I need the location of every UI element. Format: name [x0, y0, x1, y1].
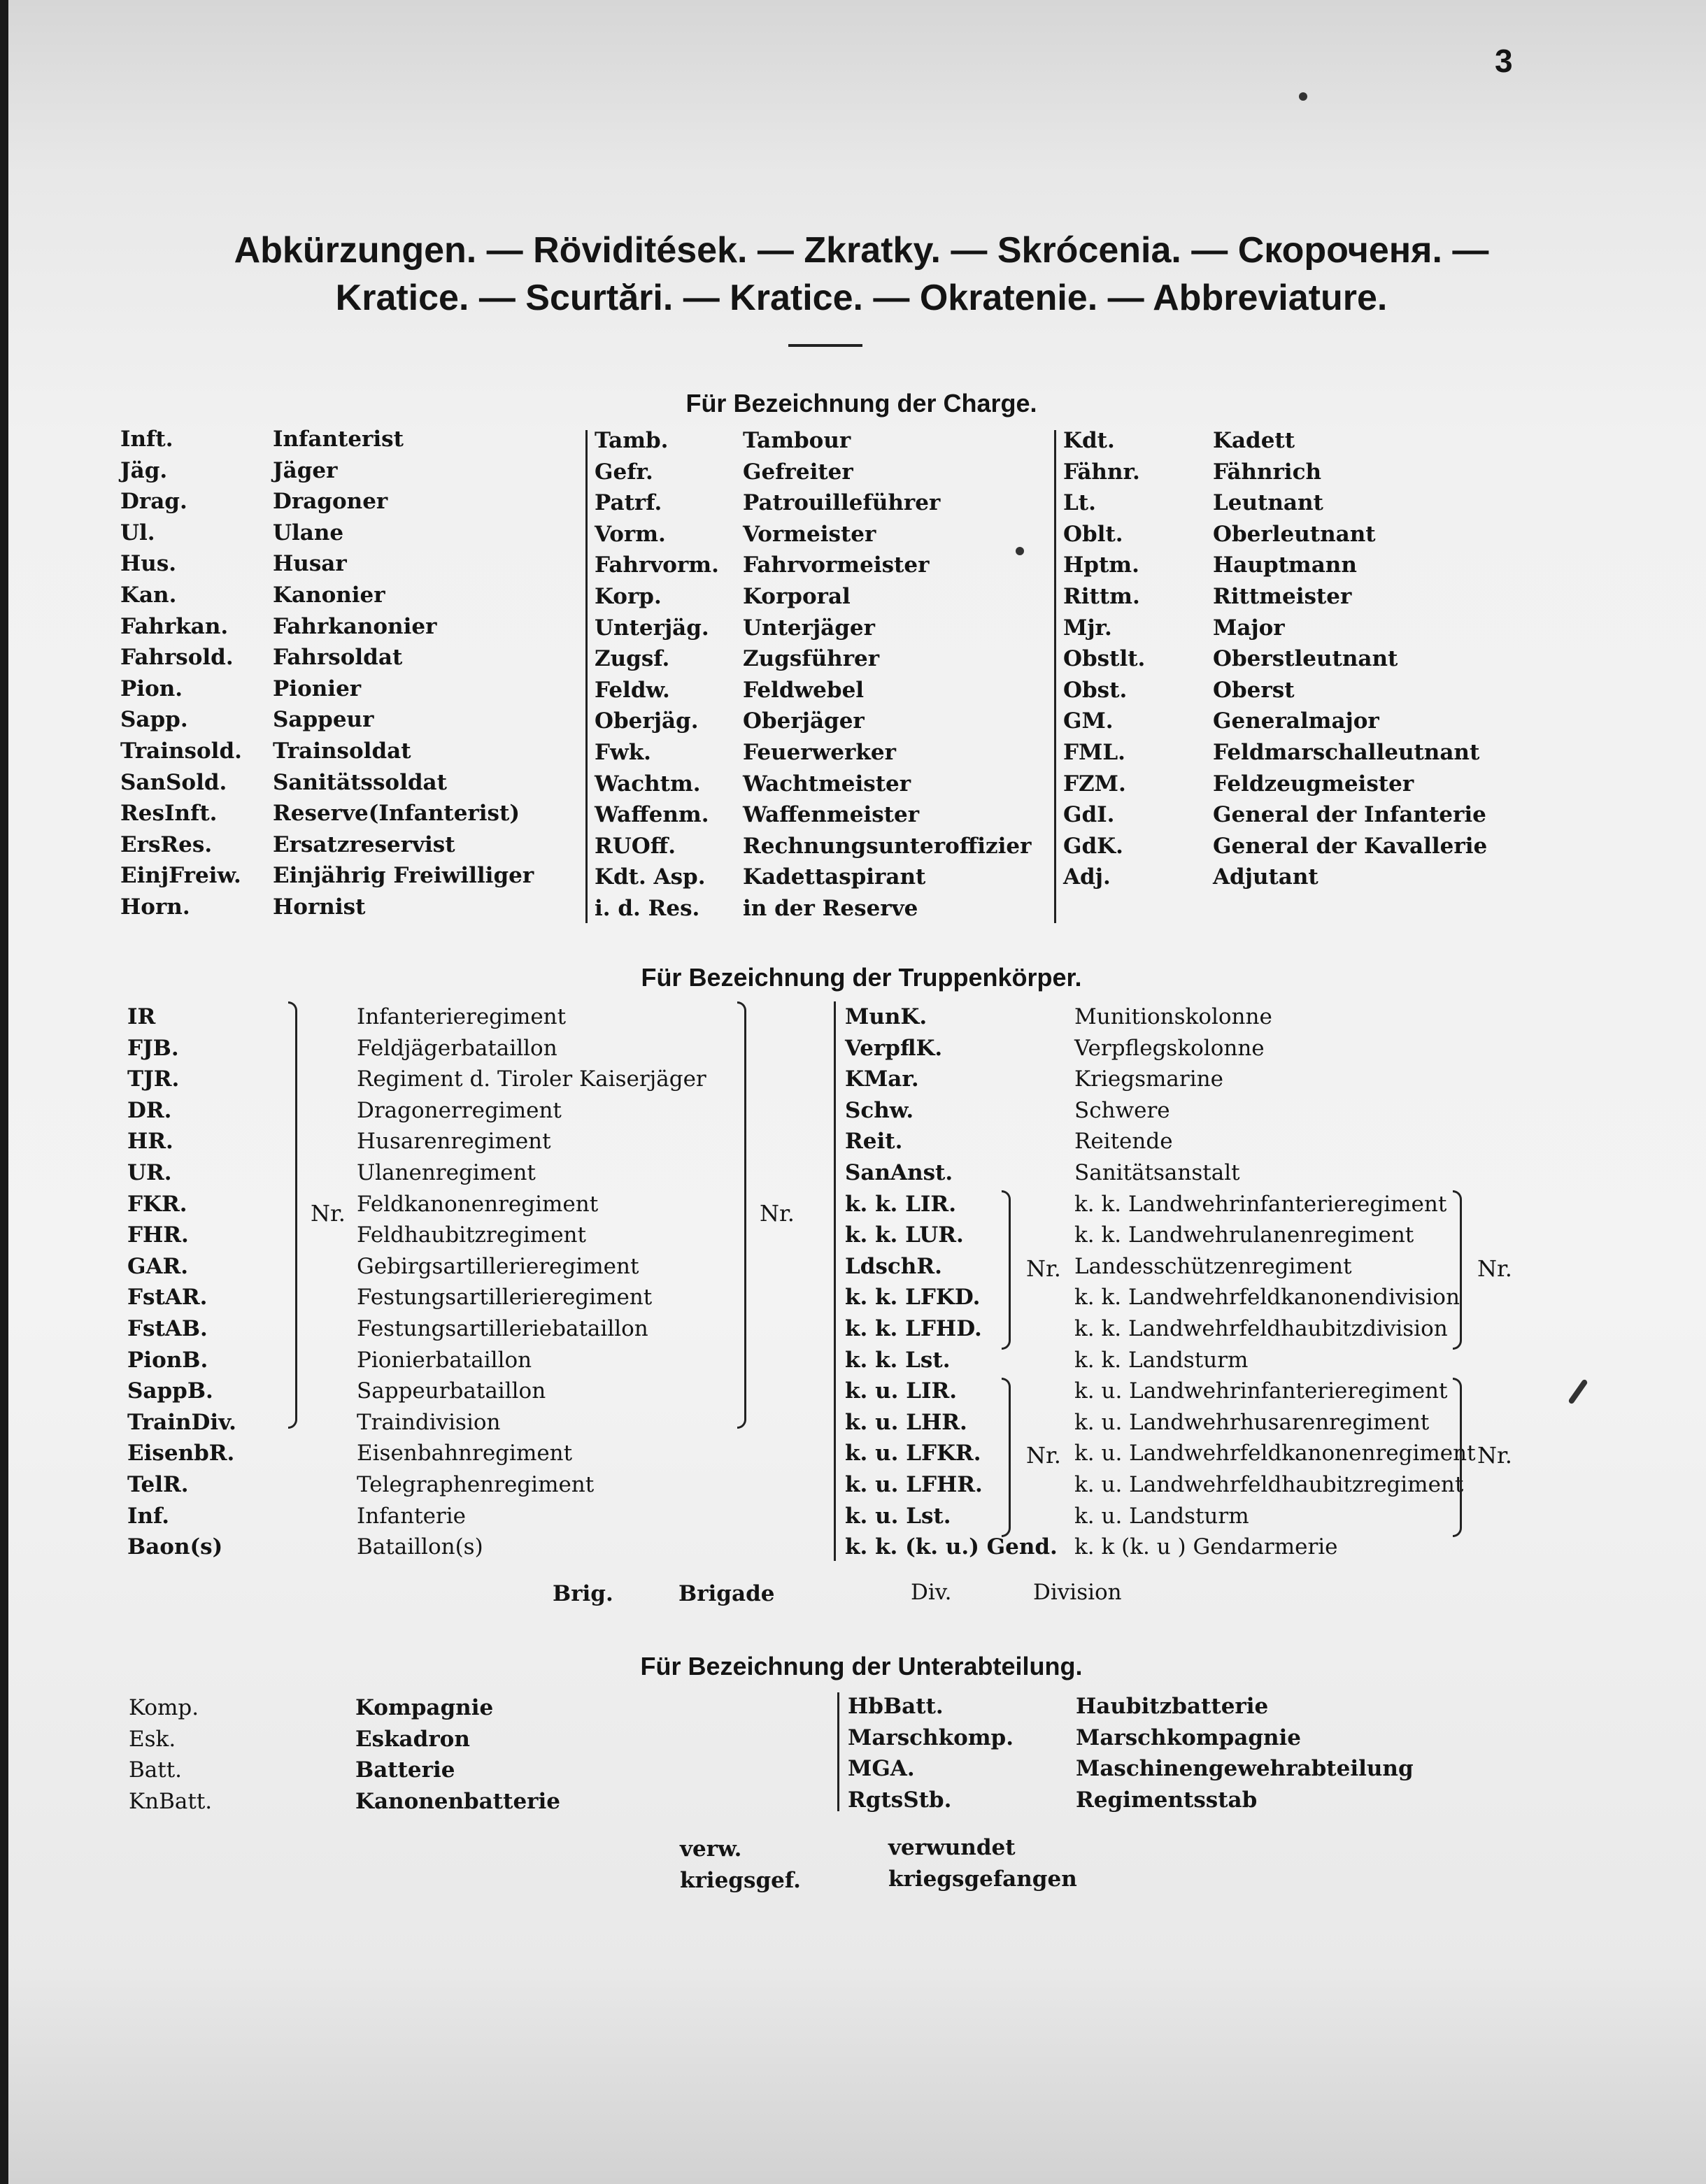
abbr-term: Vorm.: [595, 521, 666, 547]
abbr-term: Esk.: [129, 1726, 176, 1752]
abbr-meaning: Haubitzbatterie: [1076, 1694, 1269, 1719]
abbr-term: UR.: [127, 1160, 172, 1185]
abbr-term: Tamb.: [595, 428, 669, 453]
abbr-term: Obst.: [1063, 677, 1128, 703]
abbr-meaning: Feldzeugmeister: [1213, 771, 1414, 797]
abbr-term: HbBatt.: [848, 1694, 944, 1719]
abbr-meaning: Pionier: [273, 676, 362, 701]
abbr-meaning: k. k. Landwehrinfanterieregiment: [1074, 1191, 1447, 1217]
abbr-term: Kdt. Asp.: [595, 864, 706, 890]
abbr-term: GM.: [1063, 708, 1114, 734]
abbr-term: TelR.: [127, 1472, 189, 1497]
abbr-term: Ul.: [120, 520, 155, 545]
abbr-meaning: k. k. Landwehrulanenregiment: [1074, 1222, 1414, 1248]
abbr-meaning: Sanitätssoldat: [273, 769, 447, 795]
abbr-meaning: Traindivision: [357, 1409, 501, 1435]
abbr-meaning: in der Reserve: [743, 896, 918, 921]
abbr-meaning: Regiment d. Tiroler Kaiserjäger: [357, 1066, 706, 1092]
abbr-term: FstAB.: [127, 1316, 208, 1341]
abbr-meaning: Verpflegskolonne: [1074, 1035, 1265, 1061]
verw-full: verwundet: [888, 1835, 1016, 1860]
group-brace: [1453, 1378, 1462, 1537]
abbr-term: RUOff.: [595, 833, 676, 859]
abbr-term: Fahrsold.: [120, 645, 234, 671]
abbr-meaning: Pionierbataillon: [357, 1347, 532, 1373]
abbr-meaning: Hornist: [273, 894, 366, 920]
abbr-term: SanAnst.: [845, 1160, 953, 1185]
abbr-term: k. k. LFHD.: [845, 1316, 982, 1341]
abbr-meaning: k. u. Landwehrfeldkanonenregiment: [1074, 1441, 1476, 1466]
abbr-meaning: Fahrsoldat: [273, 645, 403, 671]
group-brace: [1453, 1190, 1462, 1350]
abbr-term: Oberjäg.: [595, 708, 699, 734]
abbr-term: Marschkomp.: [848, 1725, 1014, 1750]
abbr-meaning: Munitionskolonne: [1074, 1004, 1272, 1029]
abbr-term: Hus.: [120, 551, 177, 577]
abbr-term: k. u. LFHR.: [845, 1472, 983, 1497]
abbr-meaning: Sappeurbataillon: [357, 1378, 546, 1404]
abbr-meaning: Kanonenbatterie: [355, 1788, 561, 1814]
column-divider: [585, 430, 588, 923]
abbr-term: VerpflK.: [845, 1035, 943, 1061]
abbr-meaning: Reserve(Infanterist): [273, 801, 520, 827]
brig-abbr: Brig.: [553, 1581, 613, 1606]
abbr-meaning: Major: [1213, 615, 1285, 641]
section-title-unter: Für Bezeichnung der Unterabteilung.: [640, 1652, 1083, 1680]
abbr-meaning: Tambour: [743, 428, 851, 453]
abbr-term: Jäg.: [120, 457, 168, 483]
abbr-term: Komp.: [129, 1695, 199, 1720]
abbr-term: Kan.: [120, 583, 177, 608]
abbr-meaning: Fähnrich: [1213, 459, 1321, 485]
abbr-meaning: Feldkanonenregiment: [357, 1191, 599, 1217]
abbr-meaning: Husarenregiment: [357, 1129, 551, 1155]
group-brace: [1002, 1190, 1011, 1350]
nr-label: Nr.: [1477, 1255, 1512, 1282]
abbr-term: MunK.: [845, 1004, 927, 1029]
abbr-meaning: Kanonier: [273, 583, 385, 608]
abbr-term: k. k. LFKD.: [845, 1285, 981, 1311]
abbr-meaning: Rittmeister: [1213, 584, 1352, 609]
section-title-charge: Für Bezeichnung der Charge.: [685, 389, 1037, 417]
abbr-meaning: Landesschützenregiment: [1074, 1253, 1352, 1279]
abbr-term: FZM.: [1063, 771, 1126, 797]
abbr-term: Oblt.: [1063, 521, 1123, 547]
abbr-term: Korp.: [595, 584, 662, 609]
abbr-term: SanSold.: [120, 769, 227, 795]
abbr-meaning: Feldjägerbataillon: [357, 1035, 557, 1061]
abbr-meaning: Maschinengewehrabteilung: [1076, 1756, 1414, 1782]
abbr-term: Batt.: [129, 1757, 183, 1783]
abbr-term: EisenbR.: [127, 1441, 235, 1466]
abbr-meaning: Infanterist: [273, 427, 404, 452]
page-title-line-1: Abkürzungen. — Röviditések. — Zkratky. — Skrócenia. — Скороченя. —: [234, 230, 1489, 271]
abbr-meaning: Generalmajor: [1213, 708, 1379, 734]
abbr-meaning: Kriegsmarine: [1074, 1066, 1223, 1092]
scan-speck: [1299, 92, 1307, 101]
abbr-term: Mjr.: [1063, 615, 1112, 641]
abbr-meaning: Fahrvormeister: [743, 552, 930, 578]
abbr-term: k. k. (k. u.) Gend.: [845, 1534, 1058, 1560]
div-abbr: Div.: [911, 1580, 952, 1605]
title-rule: [788, 344, 862, 347]
abbr-term: Fwk.: [595, 740, 651, 765]
abbr-meaning: k. u. Landwehrhusarenregiment: [1074, 1409, 1430, 1435]
abbr-term: GAR.: [127, 1253, 189, 1279]
abbr-meaning: Infanterie: [357, 1503, 467, 1529]
abbr-term: Zugsf.: [595, 646, 670, 672]
abbr-term: FstAR.: [127, 1285, 208, 1311]
abbr-meaning: k. u. Landwehrinfanterieregiment: [1074, 1378, 1448, 1404]
abbr-term: KnBatt.: [129, 1788, 213, 1814]
abbr-term: Schw.: [845, 1097, 914, 1123]
abbr-term: Adj.: [1063, 864, 1111, 890]
abbr-term: IR: [127, 1004, 156, 1029]
column-divider: [1054, 430, 1056, 923]
verw-abbr: verw.: [680, 1836, 742, 1862]
nr-label: Nr.: [760, 1200, 795, 1227]
group-brace: [737, 1001, 746, 1429]
abbr-term: ErsRes.: [120, 832, 213, 857]
abbr-term: Waffenm.: [595, 802, 709, 828]
abbr-meaning: k. k (k. u ) Gendarmerie: [1074, 1534, 1338, 1560]
abbr-term: PionB.: [127, 1347, 208, 1373]
abbr-term: FKR.: [127, 1191, 187, 1217]
abbr-term: LdschR.: [845, 1253, 942, 1279]
abbr-meaning: Korporal: [743, 584, 851, 609]
kriegsgef-full: kriegsgefangen: [888, 1867, 1077, 1892]
abbr-meaning: Bataillon(s): [357, 1534, 483, 1560]
abbr-term: k. k. LIR.: [845, 1191, 956, 1217]
scan-speck: [1568, 1378, 1588, 1404]
abbr-meaning: Oberjäger: [743, 708, 865, 734]
abbr-meaning: Festungsartilleriebataillon: [357, 1316, 648, 1341]
abbr-meaning: Oberstleutnant: [1213, 646, 1398, 672]
abbr-term: k. u. Lst.: [845, 1503, 951, 1529]
abbr-meaning: Husar: [273, 551, 347, 577]
scan-speck: [1016, 547, 1024, 555]
abbr-term: GdK.: [1063, 833, 1123, 859]
abbr-meaning: Feldwebel: [743, 677, 865, 703]
abbr-term: DR.: [127, 1097, 172, 1123]
abbr-term: ResInft.: [120, 801, 218, 827]
brig-full: Brigade: [678, 1581, 775, 1606]
abbr-meaning: Feldhaubitzregiment: [357, 1222, 586, 1248]
abbr-meaning: General der Kavallerie: [1213, 833, 1488, 859]
section-title-truppen: Für Bezeichnung der Truppenkörper.: [641, 963, 1082, 992]
abbr-term: FHR.: [127, 1222, 189, 1248]
abbr-meaning: Ersatzreservist: [273, 832, 455, 857]
abbr-meaning: Fahrkanonier: [273, 613, 437, 639]
abbr-meaning: Feldmarschalleutnant: [1213, 740, 1480, 765]
abbr-term: Obstlt.: [1063, 646, 1146, 672]
abbr-term: Wachtm.: [595, 771, 701, 797]
abbr-term: Fähnr.: [1063, 459, 1140, 485]
column-divider: [837, 1692, 839, 1811]
abbr-meaning: Trainsoldat: [273, 738, 411, 764]
abbr-meaning: Zugsführer: [743, 646, 880, 672]
abbr-term: Fahrkan.: [120, 613, 229, 639]
nr-label: Nr.: [1026, 1442, 1061, 1469]
abbr-meaning: Sanitätsanstalt: [1074, 1160, 1240, 1185]
abbr-meaning: Infanterieregiment: [357, 1004, 567, 1029]
div-full: Division: [1033, 1580, 1122, 1605]
abbr-meaning: General der Infanterie: [1213, 802, 1486, 828]
abbr-term: Inft.: [120, 427, 173, 452]
abbr-meaning: Regimentsstab: [1076, 1787, 1258, 1813]
abbr-meaning: Schwere: [1074, 1097, 1170, 1123]
column-divider: [834, 1001, 836, 1561]
abbr-meaning: Feuerwerker: [743, 740, 896, 765]
abbr-meaning: k. u. Landwehrfeldhaubitzregiment: [1074, 1472, 1464, 1497]
group-brace: [1002, 1378, 1011, 1537]
abbr-term: Lt.: [1063, 490, 1096, 516]
abbr-term: FML.: [1063, 740, 1125, 765]
abbr-term: Reit.: [845, 1129, 903, 1155]
abbr-meaning: Vormeister: [743, 521, 876, 547]
abbr-meaning: k. u. Landsturm: [1074, 1503, 1249, 1529]
abbr-term: SappB.: [127, 1378, 213, 1404]
abbr-term: Fahrvorm.: [595, 552, 719, 578]
nr-label: Nr.: [1026, 1255, 1061, 1282]
abbr-term: Gefr.: [595, 459, 653, 485]
abbr-meaning: Hauptmann: [1213, 552, 1357, 578]
abbr-meaning: Telegraphenregiment: [357, 1472, 595, 1497]
abbr-term: k. k. Lst.: [845, 1347, 951, 1373]
abbr-meaning: Waffenmeister: [743, 802, 920, 828]
abbr-term: EinjFreiw.: [120, 863, 241, 889]
abbr-term: i. d. Res.: [595, 896, 700, 921]
abbr-meaning: Marschkompagnie: [1076, 1725, 1302, 1750]
abbr-meaning: Ulane: [273, 520, 344, 545]
abbr-term: Unterjäg.: [595, 615, 709, 641]
abbr-meaning: Jäger: [273, 457, 338, 483]
abbr-term: Kdt.: [1063, 428, 1115, 453]
abbr-term: TJR.: [127, 1066, 180, 1092]
abbr-meaning: Oberleutnant: [1213, 521, 1376, 547]
abbr-term: FJB.: [127, 1035, 179, 1061]
kriegsgef-abbr: kriegsgef.: [680, 1868, 801, 1893]
abbr-meaning: Dragonerregiment: [357, 1097, 562, 1123]
abbr-meaning: Rechnungsunteroffizier: [743, 833, 1032, 859]
abbr-term: k. u. LFKR.: [845, 1441, 981, 1466]
abbr-term: Sapp.: [120, 707, 188, 733]
abbr-meaning: Kadettaspirant: [743, 864, 926, 890]
abbr-term: k. k. LUR.: [845, 1222, 964, 1248]
abbr-term: Hptm.: [1063, 552, 1139, 578]
abbr-meaning: Sappeur: [273, 707, 374, 733]
page-title-line-2: Kratice. — Scurtări. — Kratice. — Okratenie. — Abbreviature.: [335, 278, 1388, 318]
abbr-meaning: Eisenbahnregiment: [357, 1441, 573, 1466]
abbr-meaning: Gebirgsartillerieregiment: [357, 1253, 639, 1279]
abbr-term: MGA.: [848, 1756, 915, 1782]
abbr-term: Horn.: [120, 894, 190, 920]
abbr-meaning: Ulanenregiment: [357, 1160, 536, 1185]
abbr-meaning: k. k. Landwehrfeldhaubitzdivision: [1074, 1316, 1448, 1341]
abbr-term: GdI.: [1063, 802, 1115, 828]
abbr-meaning: k. k. Landwehrfeldkanonendivision: [1074, 1285, 1460, 1311]
abbr-term: Patrf.: [595, 490, 662, 516]
abbr-term: Inf.: [127, 1503, 170, 1529]
abbr-meaning: Einjährig Freiwilliger: [273, 863, 534, 889]
abbr-term: Drag.: [120, 489, 187, 515]
abbr-meaning: Oberst: [1213, 677, 1295, 703]
abbr-meaning: Gefreiter: [743, 459, 853, 485]
abbr-term: k. u. LIR.: [845, 1378, 958, 1404]
abbr-term: Pion.: [120, 676, 183, 701]
abbr-meaning: Eskadron: [355, 1726, 470, 1752]
abbr-meaning: Dragoner: [273, 489, 388, 515]
nr-label: Nr.: [1477, 1442, 1512, 1469]
abbr-term: Trainsold.: [120, 738, 242, 764]
page-number: 3: [1495, 43, 1513, 79]
abbr-meaning: Patrouilleführer: [743, 490, 941, 516]
abbr-term: RgtsStb.: [848, 1787, 952, 1813]
abbr-term: Feldw.: [595, 677, 670, 703]
abbr-term: HR.: [127, 1129, 173, 1155]
abbr-term: k. u. LHR.: [845, 1409, 967, 1435]
abbr-meaning: Reitende: [1074, 1129, 1173, 1155]
abbr-meaning: Batterie: [355, 1757, 455, 1783]
nr-label: Nr.: [311, 1200, 346, 1227]
abbr-term: Baon(s): [127, 1534, 223, 1560]
abbr-term: Rittm.: [1063, 584, 1140, 609]
abbr-meaning: Unterjäger: [743, 615, 875, 641]
abbr-meaning: Kompagnie: [355, 1695, 494, 1720]
abbr-meaning: Adjutant: [1213, 864, 1318, 890]
group-brace: [288, 1001, 297, 1429]
abbr-meaning: Festungsartillerieregiment: [357, 1285, 653, 1311]
abbr-meaning: Wachtmeister: [743, 771, 911, 797]
abbr-term: TrainDiv.: [127, 1409, 236, 1435]
abbr-term: KMar.: [845, 1066, 919, 1092]
abbr-meaning: Leutnant: [1213, 490, 1323, 516]
document-page: [8, 0, 1706, 2184]
abbr-meaning: k. k. Landsturm: [1074, 1347, 1249, 1373]
abbr-meaning: Kadett: [1213, 428, 1295, 453]
